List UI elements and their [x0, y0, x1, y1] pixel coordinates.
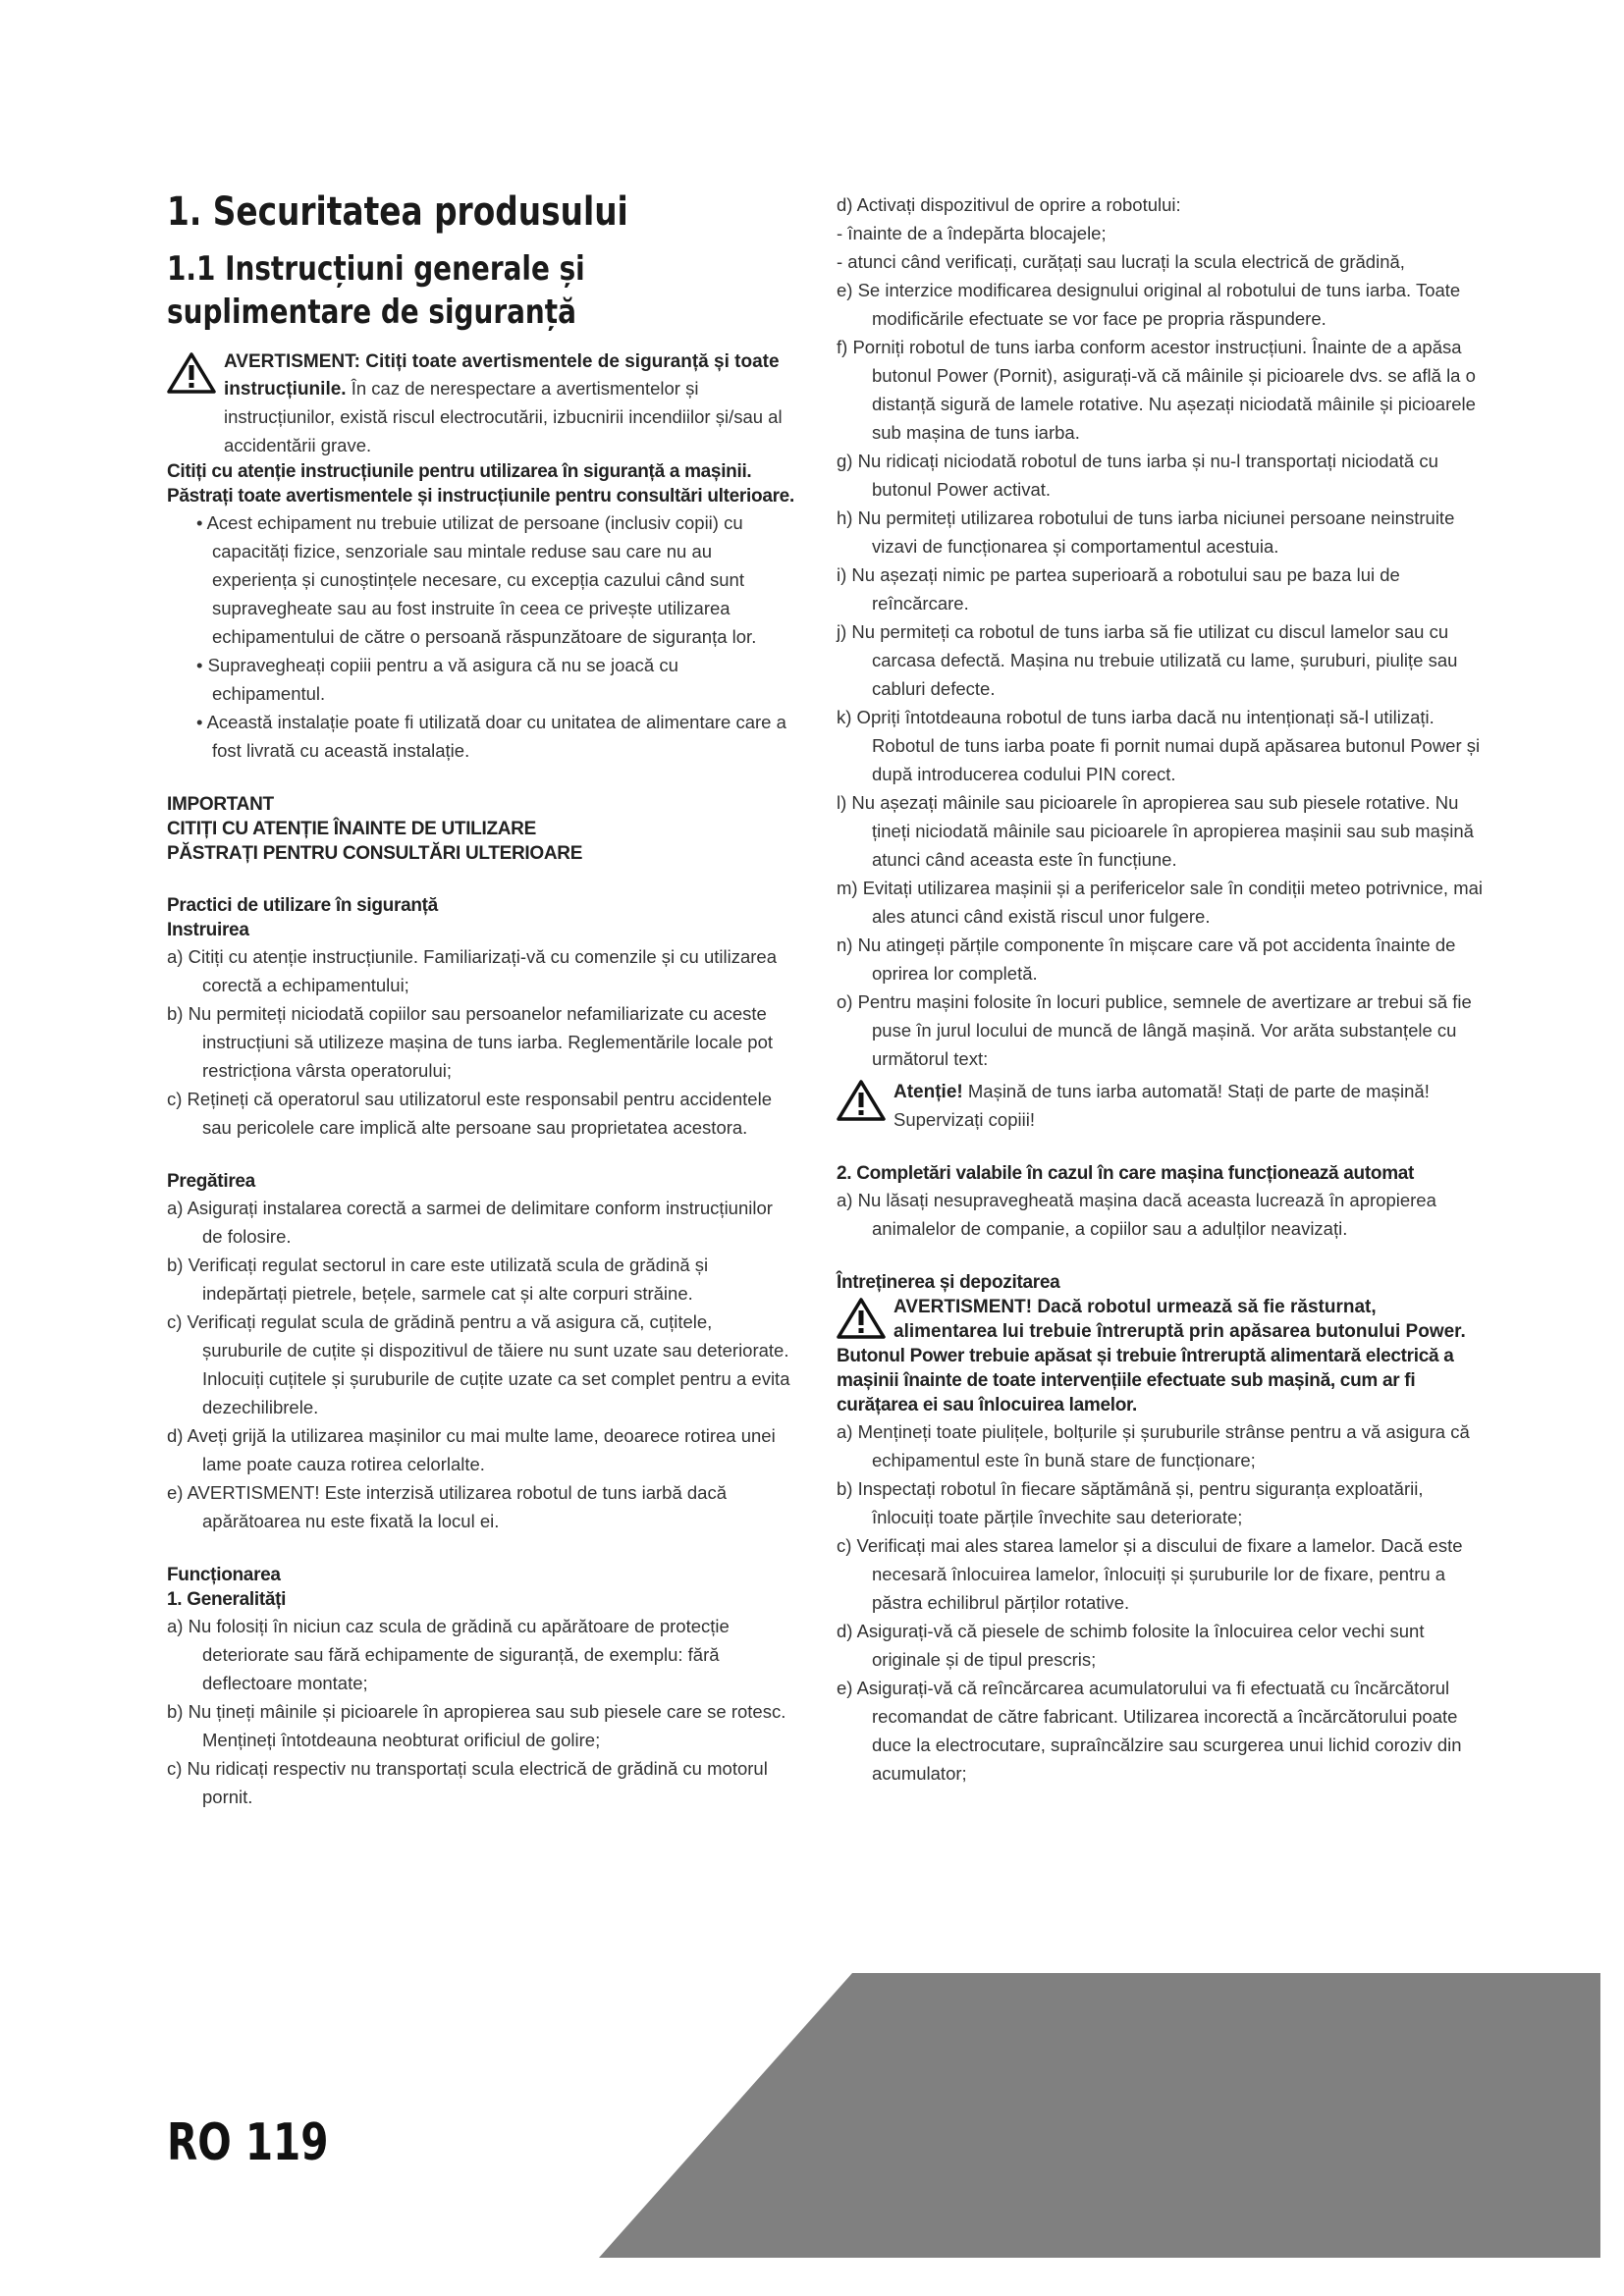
list-item: a) Asigurați instalarea corectă a sarmei de delimitare conform instrucțiunilor de folosire. [167, 1198, 773, 1247]
right-column [837, 190, 1485, 1788]
list-item: c) Verificați regulat scula de grădină pentru a vă asigura că, cuțitele, șuruburile de cuțite și dispozitivul de tăiere nu sunt uzate sau deteriorate. Inlocuiți cuțitele și șuruburile de cuțite uzate ca set complet pentru a evita dezechilibrele. [167, 1311, 790, 1417]
list-item: o) Pentru mașini folosite în locuri publice, semnele de avertizare ar trebui să fie puse în jurul locului de muncă de lângă mașină. Vor arăta substanțele cu următorul text: [837, 991, 1472, 1069]
functionarea-heading: Funcționarea [167, 1565, 281, 1585]
important-keep-label: PĂSTRAȚI PENTRU CONSULTĂRI ULTERIOARE [167, 843, 583, 864]
instruirea-heading: Instruirea [167, 920, 249, 940]
list-item: m) Evitați utilizarea mașinii și a perifericelor sale în condiții meteo potrivnice, mai ales atunci când există riscul unor fulgere. [837, 878, 1484, 927]
pregatirea-heading: Pregătirea [167, 1171, 255, 1192]
list-item: d) Asigurați-vă că piesele de schimb folosite la înlocuirea celor vechi sunt originale și de tipul prescris; [837, 1621, 1425, 1670]
list-item: c) Verificați mai ales starea lamelor și a discului de fixare a lamelor. Dacă este necesară înlocuirea lamelor, înlocuiți și șuruburile lor de fixare, pentru a păstra echilibrul părților rotative. [837, 1535, 1463, 1613]
list-item: a) Nu folosiți în niciun caz scula de grădină cu apărătoare de protecție deteriorate sau fără echipamente de siguranță, de exemplu: fără deflectoare montate; [167, 1616, 730, 1693]
warning-triangle-icon [167, 351, 216, 395]
section2-heading: 2. Completări valabile în cazul în care mașina funcționează automat [837, 1163, 1415, 1184]
list-item: j) Nu permiteți ca robotul de tuns iarba să fie utilizat cu discul lamelor sau cu carcasa defectă. Mașina nu trebuie utilizată cu lame, șuruburi, piulițe sau cabluri defecte. [837, 621, 1458, 699]
page-number: RO 119 [167, 2113, 329, 2172]
list-item: f) Porniți robotul de tuns iarba conform acestor instrucțiuni. Înainte de a apăsa butonul Power (Pornit), asigurați-vă că mâinile și picioarele dvs. se află la o distanță sigură de lamele rotative. Nu așezați niciodată mâinile și picioarele sub mașina de tuns iarba. [837, 337, 1476, 443]
list-item: b) Verificați regulat sectorul in care este utilizată scula de grădină și indepărtați pietrele, bețele, sarmele cat și alte corpuri străine. [167, 1255, 709, 1304]
list-item: e) AVERTISMENT! Este interzisă utilizarea robotul de tuns iarbă dacă apărătoarea nu este fixată la locul ei. [167, 1482, 727, 1531]
intretinerea-warning-text: AVERTISMENT! Dacă robotul urmează să fie răsturnat, alimentarea lui trebuie întreruptă prin apăsarea butonului Power. [893, 1297, 1466, 1342]
sub-item: - înainte de a îndepărta blocajele; [837, 223, 1107, 243]
warning-bold-text: AVERTISMENT: Citiți toate avertismentele de siguranță și toate instrucțiunile. [224, 351, 780, 400]
list-item: a) Mențineți toate piulițele, bolțurile și șuruburile strânse pentru a vă asigura că echipamentul este în bună stare de funcționare; [837, 1421, 1470, 1470]
list-item: k) Opriți întotdeauna robotul de tuns iarba dacă nu intenționați să-l utilizați. Robotul de tuns iarba poate fi pornit numai după apăsarea butonul Power și după introducerea codului PIN corect. [837, 707, 1481, 784]
intretinerea-bold-text: Butonul Power trebuie apăsat și trebuie întreruptă alimentară electrică a mașinii înainte de toate intervențiile efectuate sub mașină, cum ar fi curățarea ei sau înlocuirea lamelor. [837, 1346, 1454, 1415]
important-label: IMPORTANT [167, 794, 274, 815]
list-item: d) Activați dispozitivul de oprire a robotului: [837, 194, 1181, 215]
atentie-block [837, 1077, 1485, 1134]
corner-band-shape [599, 1973, 1624, 2296]
sub-item: - atunci când verificați, curățați sau lucrați la scula electrică de grădină, [837, 251, 1405, 272]
list-item: a) Nu lăsați nesupravegheată mașina dacă aceasta lucrează în apropierea animalelor de companie, a copiilor sau a adulților neavizați. [837, 1190, 1436, 1239]
list-item: c) Nu ridicați respectiv nu transportați scula electrică de grădină cu motorul pornit. [167, 1758, 768, 1807]
bullet-item: • Acest echipament nu trebuie utilizat de persoane (inclusiv copii) cu capacități fizice, senzoriale sau mintale reduse sau care nu au experiența și cunoștințele necesare, cu excepția cazului când sunt supravegheate sau au fost instruite în ceea ce privește utilizarea echipamentului de către o persoană răspunzătoare de siguranța lor. [196, 512, 757, 647]
list-item: b) Nu permiteți niciodată copiilor sau persoanelor nefamiliarizate cu aceste instrucțiuni să utilizeze mașina de tuns iarba. Reglementările locale pot restricționa vârsta operatorului; [167, 1003, 773, 1081]
warning-triangle-icon [837, 1079, 886, 1122]
generalitati-heading: 1. Generalități [167, 1589, 287, 1610]
important-read-label: CITIȚI CU ATENȚIE ÎNAINTE DE UTILIZARE [167, 819, 536, 839]
list-item: n) Nu atingeți părțile componente în mișcare care vă pot accidenta înainte de oprirea lor completă. [837, 934, 1456, 984]
list-item: d) Aveți grijă la utilizarea mașinilor cu mai multe lame, deoarece rotirea unei lame poate cauza rotirea celorlalte. [167, 1425, 776, 1474]
bullet-item: • Supravegheați copiii pentru a vă asigura că nu se joacă cu echipamentul. [196, 655, 678, 704]
subsection-title: 1.1 Instrucțiuni generale și suplimentare de siguranță [167, 249, 585, 332]
list-item: h) Nu permiteți utilizarea robotului de tuns iarba niciunei persoane neinstruite vizavi de funcționarea și comportamentul acestuia. [837, 507, 1455, 557]
keep-warnings-text: Păstrați toate avertismentele și instrucțiunile pentru consultări ulterioare. [167, 486, 794, 507]
list-item: b) Nu țineți mâinile și picioarele în apropierea sau sub piesele care se rotesc. Mențineți întotdeauna neobturat orificiul de golire; [167, 1701, 786, 1750]
intretinerea-heading: Întreținerea și depozitarea [837, 1272, 1060, 1293]
list-item: a) Citiți cu atenție instrucțiunile. Familiarizați-vă cu comenzile și cu utilizarea corectă a echipamentului; [167, 946, 778, 995]
section-title: 1. Securitatea produsului [167, 189, 628, 235]
list-item: l) Nu așezați mâinile sau picioarele în apropierea sau sub piesele rotative. Nu țineți niciodată mâinile sau picioarele în apropierea mașinii sau sub mașină atunci când aceasta este în funcțiune. [837, 792, 1474, 870]
atentie-bold: Atenție! [893, 1082, 963, 1102]
read-carefully-text: Citiți cu atenție instrucțiunile pentru utilizarea în siguranță a mașinii. [167, 461, 752, 482]
warning-block [167, 349, 795, 459]
list-item: i) Nu așezați nimic pe partea superioară a robotului sau pe baza lui de reîncărcare. [837, 564, 1400, 614]
warning-text: În caz de nerespectare a avertismentelor și instrucțiunilor, există riscul electrocutării, izbucnirii incendiilor și/sau al accidentării grave. [224, 378, 783, 455]
warning-triangle-icon [837, 1297, 886, 1340]
left-column [167, 187, 795, 1811]
list-item: e) Se interzice modificarea designului original al robotului de tuns iarba. Toate modificările efectuate se vor face pe propria răspundere. [837, 280, 1461, 329]
list-item: c) Rețineți că operatorul sau utilizatorul este responsabil pentru accidentele sau pericolele care implică alte persoane sau proprietatea acestora. [167, 1089, 772, 1138]
list-item: e) Asigurați-vă că reîncărcarea acumulatorului va fi efectuată cu încărcătorul recomandat de către fabricant. Utilizarea incorectă a încărcătorului poate duce la electrocutare, supraîncălzire sau scurgerea unui lichid coroziv din acumulator; [837, 1678, 1462, 1784]
bullet-item: • Această instalație poate fi utilizată doar cu unitatea de alimentare care a fost livrată cu această instalație. [196, 712, 786, 761]
practici-heading: Practici de utilizare în siguranță [167, 895, 438, 916]
list-item: b) Inspectați robotul în fiecare săptămână și, pentru siguranța exploatării, înlocuiți toate părțile învechite sau deteriorate; [837, 1478, 1424, 1527]
list-item: g) Nu ridicați niciodată robotul de tuns iarba și nu-l transportați niciodată cu butonul Power activat. [837, 451, 1438, 500]
intretinerea-warning-block [837, 1295, 1485, 1344]
atentie-text: Mașină de tuns iarba automată! Stați de parte de mașină! Supervizați copiii! [893, 1081, 1430, 1130]
